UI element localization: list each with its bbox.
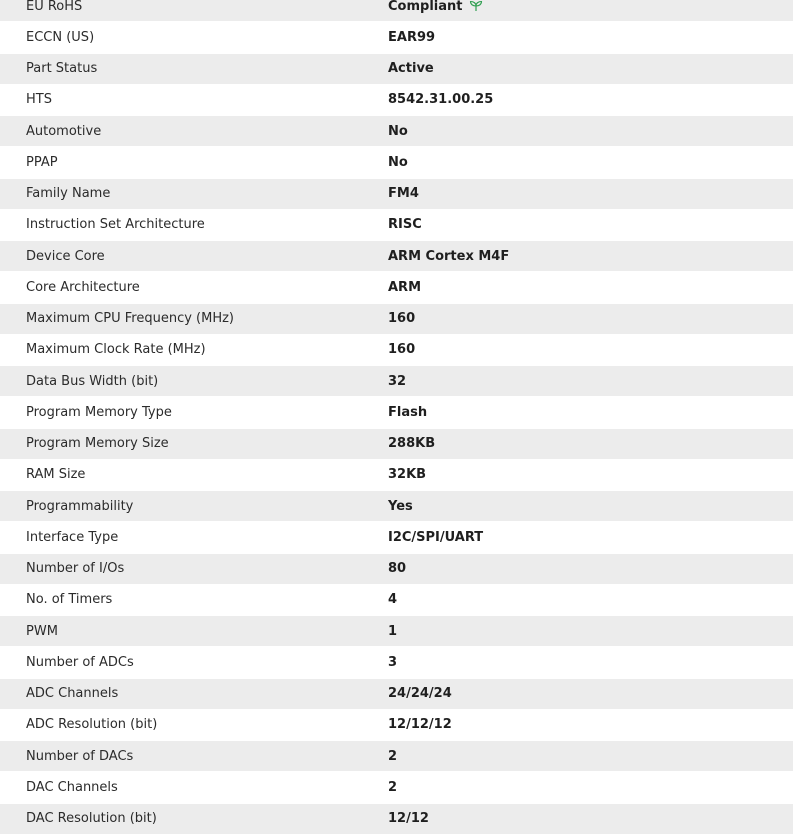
spec-label: ADC Channels bbox=[26, 686, 119, 702]
spec-row-hts bbox=[0, 85, 793, 116]
spec-row-data-bus-width bbox=[0, 366, 793, 397]
spec-value bbox=[388, 0, 483, 14]
spec-label: Part Status bbox=[26, 61, 98, 77]
spec-value: 80 bbox=[388, 561, 407, 577]
spec-label: PPAP bbox=[26, 154, 58, 170]
spec-row-number-of-ios bbox=[0, 554, 793, 585]
spec-value-text: Compliant bbox=[388, 0, 463, 14]
spec-label: Core Architecture bbox=[26, 279, 140, 295]
spec-value: ARM bbox=[388, 279, 422, 295]
spec-row-device-core bbox=[0, 241, 793, 272]
spec-label: Program Memory Size bbox=[26, 436, 169, 452]
spec-value: EAR99 bbox=[388, 29, 436, 45]
spec-row-dac-channels bbox=[0, 772, 793, 803]
spec-value: 4 bbox=[388, 592, 398, 608]
spec-value: 24/24/24 bbox=[388, 686, 452, 702]
spec-value: 2 bbox=[388, 779, 398, 795]
spec-value: ARM Cortex M4F bbox=[388, 248, 510, 264]
spec-label: No. of Timers bbox=[26, 592, 113, 608]
spec-row-core-architecture bbox=[0, 272, 793, 303]
spec-value: I2C/SPI/UART bbox=[388, 529, 484, 545]
spec-label: ECCN (US) bbox=[26, 29, 95, 45]
spec-row-max-clock-rate bbox=[0, 335, 793, 366]
spec-row-program-memory-type bbox=[0, 397, 793, 428]
spec-value: Active bbox=[388, 61, 434, 77]
spec-value: Yes bbox=[388, 498, 413, 514]
spec-value: 1 bbox=[388, 623, 398, 639]
spec-label: Interface Type bbox=[26, 529, 119, 545]
spec-row-adc-channels bbox=[0, 679, 793, 710]
spec-label: Number of I/Os bbox=[26, 561, 125, 577]
spec-row-program-memory-size bbox=[0, 429, 793, 460]
spec-value: 2 bbox=[388, 748, 398, 764]
spec-value: 160 bbox=[388, 311, 416, 327]
spec-row-number-of-adcs bbox=[0, 647, 793, 678]
spec-label: Number of ADCs bbox=[26, 654, 134, 670]
spec-label: Programmability bbox=[26, 498, 134, 514]
spec-row-number-of-dacs bbox=[0, 741, 793, 772]
spec-label: DAC Resolution (bit) bbox=[26, 811, 157, 827]
spec-row-isa bbox=[0, 210, 793, 241]
spec-value: 32 bbox=[388, 373, 407, 389]
spec-value: 12/12 bbox=[388, 811, 429, 827]
spec-label: DAC Channels bbox=[26, 779, 118, 795]
spec-value: 160 bbox=[388, 342, 416, 358]
spec-label: Data Bus Width (bit) bbox=[26, 373, 159, 389]
spec-row-eu-rohs bbox=[0, 0, 793, 22]
leaf-icon bbox=[469, 0, 483, 12]
spec-value: RISC bbox=[388, 217, 422, 233]
spec-row-automotive bbox=[0, 116, 793, 147]
spec-value: FM4 bbox=[388, 186, 419, 202]
spec-row-timers bbox=[0, 585, 793, 616]
spec-value: 288KB bbox=[388, 436, 436, 452]
spec-value: 32KB bbox=[388, 467, 427, 483]
spec-label: Family Name bbox=[26, 186, 111, 202]
spec-label: Maximum CPU Frequency (MHz) bbox=[26, 311, 234, 327]
spec-row-ppap bbox=[0, 147, 793, 178]
spec-value: No bbox=[388, 154, 408, 170]
spec-label: Maximum Clock Rate (MHz) bbox=[26, 342, 206, 358]
spec-value: 12/12/12 bbox=[388, 717, 452, 733]
spec-label: Automotive bbox=[26, 123, 102, 139]
spec-row-adc-resolution bbox=[0, 710, 793, 741]
spec-value: No bbox=[388, 123, 408, 139]
spec-row-eccn bbox=[0, 22, 793, 53]
spec-label: Number of DACs bbox=[26, 748, 134, 764]
spec-label: HTS bbox=[26, 92, 52, 108]
spec-label: Device Core bbox=[26, 248, 105, 264]
spec-value: Flash bbox=[388, 404, 428, 420]
spec-value: 3 bbox=[388, 654, 398, 670]
spec-row-max-cpu-frequency bbox=[0, 304, 793, 335]
spec-row-ram-size bbox=[0, 460, 793, 491]
spec-label: PWM bbox=[26, 623, 58, 639]
spec-label: ADC Resolution (bit) bbox=[26, 717, 158, 733]
spec-row-programmability bbox=[0, 491, 793, 522]
spec-label: Program Memory Type bbox=[26, 404, 172, 420]
spec-row-part-status bbox=[0, 54, 793, 85]
spec-label: Instruction Set Architecture bbox=[26, 217, 205, 233]
spec-row-family-name bbox=[0, 179, 793, 210]
spec-row-interface-type bbox=[0, 522, 793, 553]
spec-label: RAM Size bbox=[26, 467, 86, 483]
spec-row-dac-resolution bbox=[0, 804, 793, 835]
spec-label: EU RoHS bbox=[26, 0, 83, 14]
spec-row-pwm bbox=[0, 616, 793, 647]
spec-value: 8542.31.00.25 bbox=[388, 92, 494, 108]
